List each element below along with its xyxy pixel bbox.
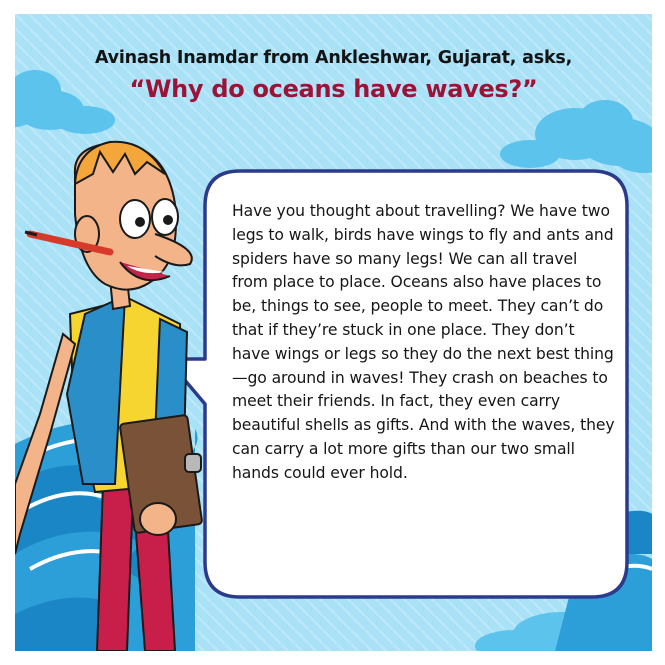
comic-panel [15,14,652,651]
question-title: “Why do oceans have waves?” [129,75,538,103]
cartoon-boy-with-pencil-and-clipboard [15,14,652,651]
asker-line: Avinash Inamdar from Ankleshwar, Gujarat, asks, [94,48,573,68]
answer-text: Have you thought about travelling? We have two legs to walk, birds have wings to fly and ants and spiders have so many legs! We can all travel from place to place. Oceans also have places to be, things to see, people to meet. They can’t do that if they’re stuck in one place. They don’t have wings or legs so they do the next best thing—go around in waves! They crash on beaches to meet their friends. In fact, they even carry beautiful shells as gifts. And with the waves, they can carry a lot more gifts than our two small hands could ever hold. [232,202,615,482]
